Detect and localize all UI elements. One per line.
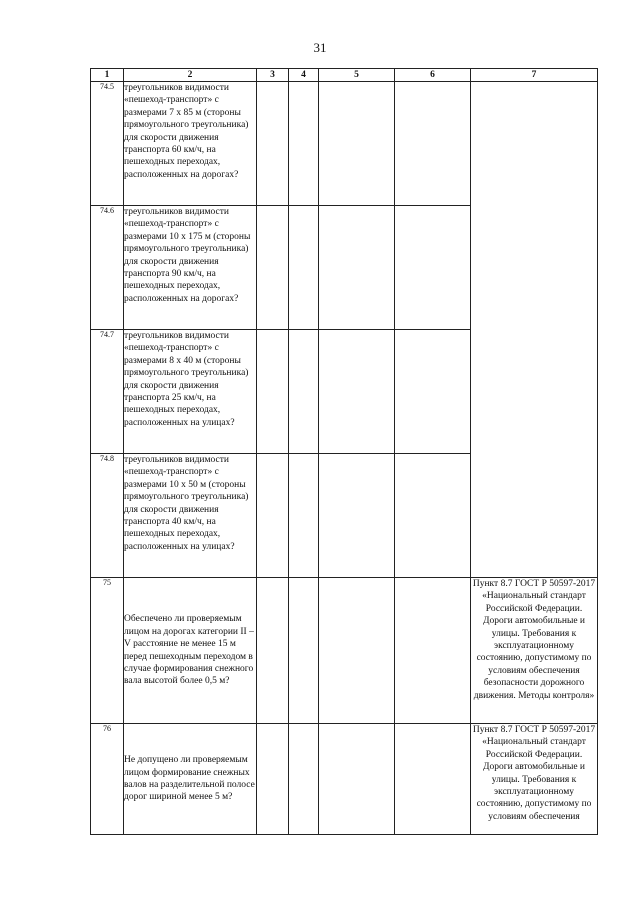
empty-cell — [257, 330, 289, 454]
empty-cell — [257, 454, 289, 578]
empty-cell — [257, 724, 289, 835]
header-col-1: 1 — [91, 69, 124, 82]
reference-cell: Пункт 8.7 ГОСТ Р 50597-2017 «Национальный стандарт Российской Федерации. Дороги автомобильные и улицы. Требования к эксплуатационному состоянию, допустимому по условиям обеспечения безопасности дорожного движения. Методы контроля» — [471, 578, 598, 724]
empty-cell — [319, 82, 395, 206]
checklist-table — [90, 68, 598, 835]
empty-cell — [395, 82, 471, 206]
table-row — [91, 82, 598, 206]
empty-cell — [257, 206, 289, 330]
question-text: Обеспечено ли проверяемым лицом на дорогах категории II – V расстояние не менее 15 м перед пешеходным переходом в случае формирования снежного вала высотой более 0,5 м? — [124, 578, 257, 724]
empty-cell — [395, 724, 471, 835]
header-col-6: 6 — [395, 69, 471, 82]
question-text: треугольников видимости «пешеход-транспорт» с размерами 10 x 50 м (стороны прямоугольного треугольника) для скорости движения транспорта 40 км/ч, на пешеходных переходах, расположенных на улицах? — [124, 454, 257, 578]
row-number: 74.6 — [91, 206, 124, 330]
empty-cell — [289, 578, 319, 724]
row-number: 74.8 — [91, 454, 124, 578]
question-text: треугольников видимости «пешеход-транспорт» с размерами 10 x 175 м (стороны прямоугольного треугольника) для скорости движения транспорта 90 км/ч, на пешеходных переходах, расположенных на дорогах? — [124, 206, 257, 330]
empty-cell — [289, 330, 319, 454]
row-number: 76 — [91, 724, 124, 835]
empty-cell — [289, 724, 319, 835]
reference-cell: Пункт 8.7 ГОСТ Р 50597-2017 «Национальный стандарт Российской Федерации. Дороги автомобильные и улицы. Требования к эксплуатационному состоянию, допустимому по условиям обеспечения — [471, 724, 598, 835]
page-number: 31 — [313, 40, 327, 55]
header-col-3: 3 — [257, 69, 289, 82]
empty-cell — [395, 454, 471, 578]
empty-cell — [395, 330, 471, 454]
question-text: Не допущено ли проверяемым лицом формирование снежных валов на разделительной полосе дорог шириной менее 5 м? — [124, 724, 257, 835]
header-col-7: 7 — [471, 69, 598, 82]
header-col-2: 2 — [124, 69, 257, 82]
table-row — [91, 578, 598, 724]
empty-cell — [319, 330, 395, 454]
empty-cell — [257, 82, 289, 206]
empty-cell — [257, 578, 289, 724]
row-number: 74.5 — [91, 82, 124, 206]
row-number: 74.7 — [91, 330, 124, 454]
empty-cell — [319, 454, 395, 578]
header-col-4: 4 — [289, 69, 319, 82]
empty-cell — [319, 724, 395, 835]
question-text: треугольников видимости «пешеход-транспорт» с размерами 8 x 40 м (стороны прямоугольного треугольника) для скорости движения транспорта 25 км/ч, на пешеходных переходах, расположенных на улицах? — [124, 330, 257, 454]
table-row — [91, 724, 598, 835]
header-row — [91, 69, 598, 82]
empty-cell — [319, 578, 395, 724]
question-text: треугольников видимости «пешеход-транспорт» с размерами 7 x 85 м (стороны прямоугольного треугольника) для скорости движения транспорта 60 км/ч, на пешеходных переходах, расположенных на дорогах? — [124, 82, 257, 206]
empty-cell — [289, 82, 319, 206]
header-col-5: 5 — [319, 69, 395, 82]
empty-cell — [289, 454, 319, 578]
empty-cell — [319, 206, 395, 330]
empty-cell — [395, 206, 471, 330]
row-number: 75 — [91, 578, 124, 724]
empty-cell — [289, 206, 319, 330]
reference-cell — [471, 82, 598, 578]
empty-cell — [395, 578, 471, 724]
